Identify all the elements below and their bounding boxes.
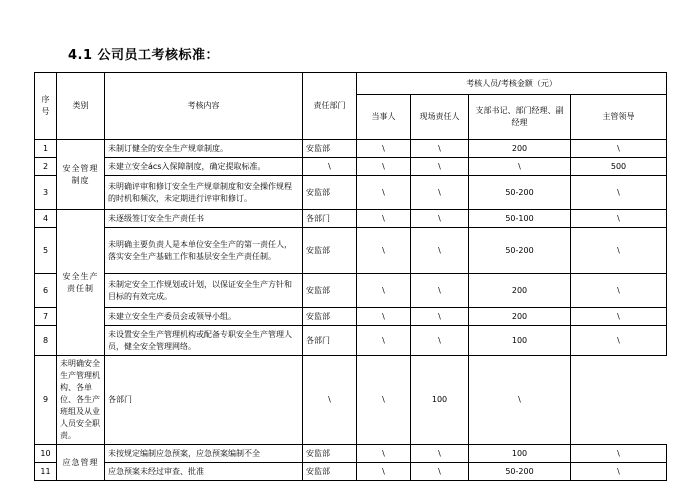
table-row (35, 228, 667, 274)
cell-p3: 100 (469, 445, 571, 463)
cell-seq: 11 (35, 463, 57, 481)
cell-p1: \ (303, 356, 357, 445)
cell-content: 未制定安全工作规划或计划，以保证安全生产方针和目标的有效完成。 (105, 274, 303, 308)
cell-dept: 安监部 (303, 140, 357, 158)
cell-content: 应急预案未经过审查、批准 (105, 463, 303, 481)
header-group-assessment: 考核人员/考核金额（元） (357, 73, 667, 95)
header-category: 类别 (57, 73, 105, 140)
cell-seq: 8 (35, 326, 57, 356)
cell-content: 未建立安全生产委员会或领导小组。 (105, 308, 303, 326)
table-row (35, 356, 667, 445)
cell-p1: \ (357, 158, 411, 176)
cell-p3: 200 (469, 140, 571, 158)
cell-p2: \ (411, 463, 469, 481)
cell-p1: \ (357, 176, 411, 210)
cell-p2: \ (411, 140, 469, 158)
cell-p2: \ (411, 308, 469, 326)
header-person-4: 主管领导 (571, 95, 667, 140)
cell-p3: 200 (469, 308, 571, 326)
cell-content: 未明确安全生产管理机构、各单位、各生产班组及从业人员安全职责。 (57, 356, 105, 445)
cell-seq: 3 (35, 176, 57, 210)
cell-seq: 1 (35, 140, 57, 158)
header-seq: 序号 (35, 73, 57, 140)
table-header-group-row (35, 73, 667, 95)
cell-p1: \ (357, 274, 411, 308)
header-content: 考核内容 (105, 73, 303, 140)
cell-dept: 各部门 (303, 326, 357, 356)
cell-seq: 2 (35, 158, 57, 176)
cell-seq: 10 (35, 445, 57, 463)
assessment-standards-table (34, 72, 667, 481)
cell-p2: \ (411, 445, 469, 463)
cell-p2: \ (357, 356, 411, 445)
cell-p2: \ (411, 274, 469, 308)
cell-dept: 各部门 (105, 356, 303, 445)
cell-p3: \ (469, 158, 571, 176)
cell-p4: \ (571, 140, 667, 158)
header-person-1: 当事人 (357, 95, 411, 140)
cell-category: 应急管理 (57, 445, 105, 481)
cell-seq: 7 (35, 308, 57, 326)
cell-dept: \ (303, 158, 357, 176)
cell-p4: \ (571, 210, 667, 228)
cell-p4: \ (469, 356, 571, 445)
cell-content: 未按规定编制应急预案，应急预案编制不全 (105, 445, 303, 463)
cell-p2: \ (411, 228, 469, 274)
cell-p3: 100 (411, 356, 469, 445)
cell-p3: 100 (469, 326, 571, 356)
cell-dept: 安监部 (303, 176, 357, 210)
cell-p3: 50-100 (469, 210, 571, 228)
cell-dept: 安监部 (303, 308, 357, 326)
cell-p4: \ (571, 445, 667, 463)
cell-p4: \ (571, 463, 667, 481)
cell-p3: 200 (469, 274, 571, 308)
table-row (35, 445, 667, 463)
cell-p1: \ (357, 210, 411, 228)
cell-p4: \ (571, 228, 667, 274)
cell-content: 未建立安全ács入保障制度，确定提取标准。 (105, 158, 303, 176)
cell-p2: \ (411, 210, 469, 228)
table-row (35, 210, 667, 228)
cell-seq: 4 (35, 210, 57, 228)
cell-p3: 50-200 (469, 463, 571, 481)
cell-p4: \ (571, 274, 667, 308)
header-person-3: 支部书记、部门经理、副经理 (469, 95, 571, 140)
cell-dept: 安监部 (303, 274, 357, 308)
cell-p1: \ (357, 140, 411, 158)
cell-content: 未设置安全生产管理机构或配备专职安全生产管理人员，健全安全管理网络。 (105, 326, 303, 356)
cell-p1: \ (357, 463, 411, 481)
cell-p2: \ (411, 158, 469, 176)
cell-p4: \ (571, 176, 667, 210)
table-row (35, 274, 667, 308)
table-row (35, 158, 667, 176)
cell-p2: \ (411, 176, 469, 210)
table-row (35, 176, 667, 210)
cell-p1: \ (357, 308, 411, 326)
cell-category: 安全管理制度 (57, 140, 105, 210)
table-row (35, 140, 667, 158)
header-dept: 责任部门 (303, 73, 357, 140)
cell-seq: 9 (35, 356, 57, 445)
cell-category: 安全生产责任制 (57, 210, 105, 356)
cell-content: 未制订健全的安全生产规章制度。 (105, 140, 303, 158)
page-title: 4.1 公司员工考核标准： (68, 48, 220, 63)
cell-p1: \ (357, 228, 411, 274)
cell-content: 未逐级签订安全生产责任书 (105, 210, 303, 228)
cell-p4: \ (571, 308, 667, 326)
cell-p4: \ (571, 326, 667, 356)
cell-seq: 6 (35, 274, 57, 308)
cell-content: 未明确评审和修订安全生产规章制度和安全操作规程的时机和频次，未定期进行评审和修订。 (105, 176, 303, 210)
cell-dept: 安监部 (303, 228, 357, 274)
cell-p3: 50-200 (469, 176, 571, 210)
table-row (35, 463, 667, 481)
cell-p1: \ (357, 445, 411, 463)
cell-p1: \ (357, 326, 411, 356)
table-row (35, 308, 667, 326)
cell-seq: 5 (35, 228, 57, 274)
cell-dept: 安监部 (303, 463, 357, 481)
cell-dept: 安监部 (303, 445, 357, 463)
cell-p3: 50-200 (469, 228, 571, 274)
cell-dept: 各部门 (303, 210, 357, 228)
header-person-2: 现场责任人 (411, 95, 469, 140)
cell-p4: 500 (571, 158, 667, 176)
cell-content: 未明确主要负责人是本单位安全生产的第一责任人，落实安全生产基础工作和基层安全生产责任制。 (105, 228, 303, 274)
cell-p2: \ (411, 326, 469, 356)
table-row (35, 326, 667, 356)
